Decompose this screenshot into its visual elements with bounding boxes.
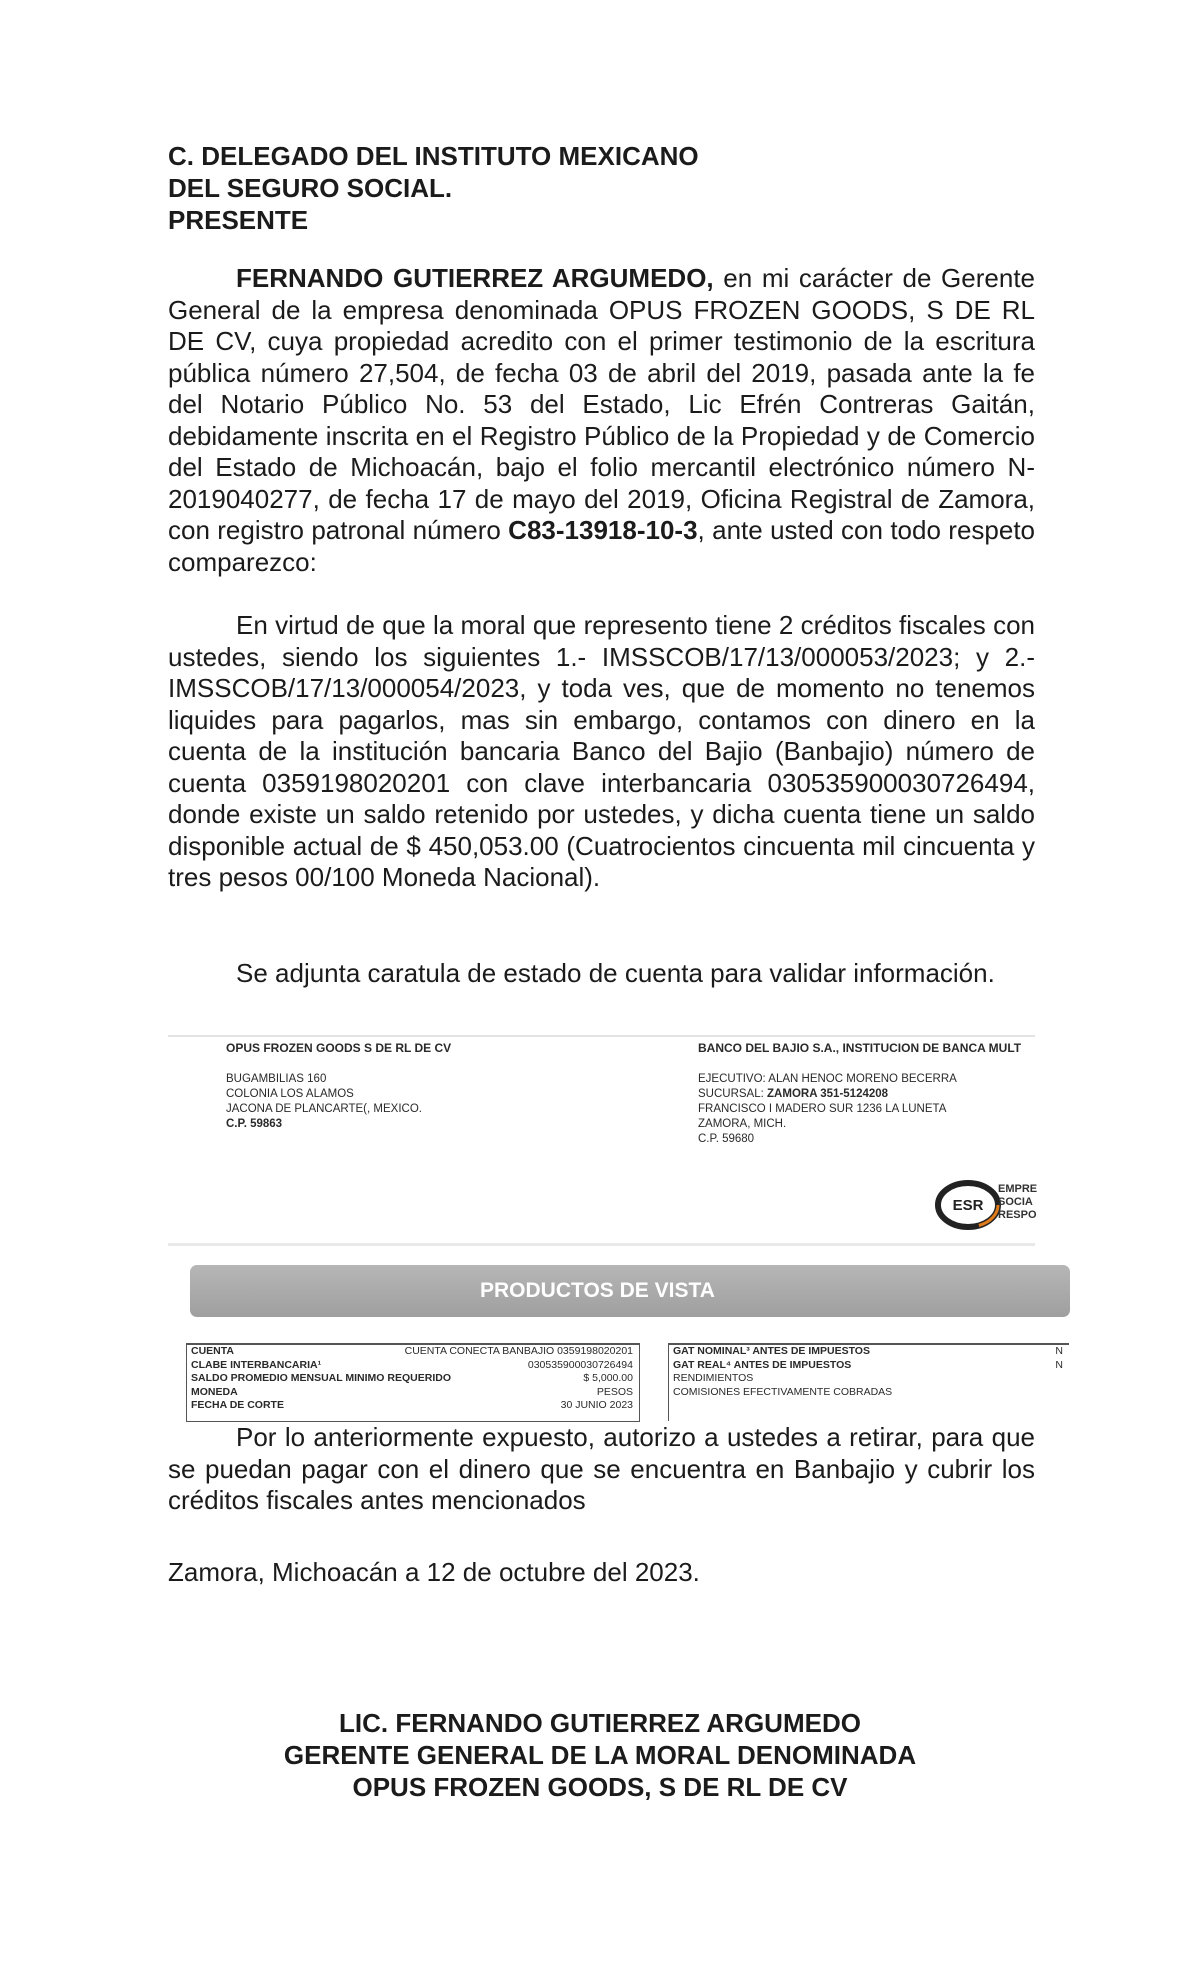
gat-row-label: COMISIONES EFECTIVAMENTE COBRADAS xyxy=(673,1385,893,1398)
gat-row-value: N xyxy=(1055,1345,1063,1357)
account-row-label: MONEDA xyxy=(191,1385,238,1398)
esr-logo-text: ESR xyxy=(952,1197,984,1214)
credits-paragraph: En virtud de que la moral que represento tiene 2 créditos fiscales con ustedes, siendo los siguientes 1.- IMSSCOB/17/13/000053/2023; y 2.- IMSSCOB/17/13/000054/2023, y toda ves, que de momento no tenemos liquides para pagarlos, mas sin embargo, contamos con dinero en la cuenta de la institución bancaria Banco del Bajio (Banbajio) número de cuenta 0359198020201 con clave interbancaria 030535900030726494, donde existe un saldo retenido por ustedes, y dicha cuenta tiene un saldo disponible actual de $ 450,053.00 (Cuatrocientos cincuenta mil cincuenta y tres pesos 00/100 Moneda Nacional). xyxy=(168,610,1035,892)
esr-word: RESPO xyxy=(998,1209,1037,1221)
esr-word: EMPRE xyxy=(998,1183,1038,1195)
statement-top-rule xyxy=(168,1035,1035,1037)
ejecutivo-line: EJECUTIVO: ALAN HENOC MORENO BECERRA xyxy=(698,1073,957,1085)
place-date: Zamora, Michoacán a 12 de octubre del 2023. xyxy=(168,1557,700,1587)
signature-line-2: GERENTE GENERAL DE LA MORAL DENOMINADA xyxy=(283,1740,917,1770)
esr-words xyxy=(998,1183,1037,1222)
gat-row-label: GAT REAL⁴ ANTES DE IMPUESTOS xyxy=(673,1358,852,1371)
sucursal-value: ZAMORA 351-5124208 xyxy=(767,1088,889,1100)
account-row-value: PESOS xyxy=(596,1385,633,1398)
signature-line-3: OPUS FROZEN GOODS, S DE RL DE CV xyxy=(352,1772,848,1802)
client-address-line: BUGAMBILIAS 160 xyxy=(226,1073,327,1085)
client-address-line: C.P. 59863 xyxy=(226,1118,283,1130)
account-table xyxy=(186,1343,640,1422)
esr-word: SOCIA xyxy=(998,1196,1033,1208)
addressee-block xyxy=(168,140,699,236)
account-row-label: FECHA DE CORTE xyxy=(191,1399,284,1411)
account-row xyxy=(187,1399,639,1413)
products-banner-label: PRODUCTOS DE VISTA xyxy=(480,1279,715,1302)
gat-table xyxy=(668,1343,1069,1421)
signature-block xyxy=(0,1707,1200,1803)
addressee-line-2: DEL SEGURO SOCIAL. xyxy=(168,173,453,203)
addressee-line-3: PRESENTE xyxy=(168,205,309,235)
signature-line-1: LIC. FERNANDO GUTIERREZ ARGUMEDO xyxy=(339,1708,861,1738)
gat-row-value: N xyxy=(1055,1358,1063,1371)
account-row-label: CUENTA xyxy=(191,1345,234,1357)
sucursal-label: SUCURSAL: xyxy=(698,1088,768,1100)
registro-patronal: C83-13918-10-3 xyxy=(508,515,698,545)
attachment-paragraph: Se adjunta caratula de estado de cuenta para validar información. xyxy=(236,958,995,988)
gat-row xyxy=(669,1372,1069,1386)
account-row-value: 030535900030726494 xyxy=(527,1358,633,1371)
intro-text-b: , ante usted con todo respeto comparezco: xyxy=(168,515,1036,577)
gat-row xyxy=(669,1386,1069,1400)
gat-row-label: RENDIMIENTOS xyxy=(673,1372,754,1384)
account-row-value: 30 JUNIO 2023 xyxy=(560,1399,633,1411)
gat-row-label: GAT NOMINAL³ ANTES DE IMPUESTOS xyxy=(673,1345,870,1357)
account-row xyxy=(187,1345,639,1359)
account-row-label: CLABE INTERBANCARIA¹ xyxy=(191,1358,322,1371)
client-name: OPUS FROZEN GOODS S DE RL DE CV xyxy=(226,1041,452,1055)
bank-block xyxy=(698,1041,1021,1147)
account-row xyxy=(187,1372,639,1386)
account-row-label: SALDO PROMEDIO MENSUAL MINIMO REQUERIDO xyxy=(191,1372,451,1384)
bank-address-line: FRANCISCO I MADERO SUR 1236 LA LUNETA xyxy=(698,1103,947,1115)
account-row-value: CUENTA CONECTA BANBAJIO 0359198020201 xyxy=(404,1345,633,1357)
account-row xyxy=(187,1386,639,1400)
gat-row xyxy=(669,1359,1069,1373)
bank-address-line: C.P. 59680 xyxy=(698,1133,755,1145)
authorization-paragraph: Por lo anteriormente expuesto, autorizo a ustedes a retirar, para que se puedan pagar con el dinero que se encuentra en Banbajio y cubrir los créditos fiscales antes mencionados xyxy=(168,1422,1035,1515)
intro-text-a: en mi carácter de Gerente General de la empresa denominada OPUS FROZEN GOODS, S DE RL DE CV, cuya propiedad acredito con el primer testimonio de la escritura pública número 27,504, de fecha 03 de abril del 2019, pasada ante la fe del Notario Público No. 53 del Estado, Lic Efrén Contreras Gaitán, debidamente inscrita en el Registro Público de la Propiedad y de Comercio del Estado de Michoacán, bajo el folio mercantil electrónico número N-2019040277, de fecha 17 de mayo del 2019, Oficina Registral de Zamora, con registro patronal número xyxy=(168,263,1036,545)
bank-address-line: ZAMORA, MICH. xyxy=(698,1118,787,1130)
account-row-value: $ 5,000.00 xyxy=(583,1372,633,1384)
intro-paragraph xyxy=(168,263,1035,578)
bank-address xyxy=(698,1072,1021,1147)
bank-name: BANCO DEL BAJIO S.A., INSTITUCION DE BANCA MULT xyxy=(698,1041,1022,1055)
gat-row xyxy=(669,1345,1069,1359)
client-address xyxy=(226,1072,451,1132)
bank-statement-image xyxy=(168,1035,1063,1426)
signer-name: FERNANDO GUTIERREZ ARGUMEDO, xyxy=(236,263,714,293)
client-block xyxy=(226,1041,451,1132)
sucursal-line xyxy=(698,1087,1021,1102)
statement-gray-rule xyxy=(168,1243,1035,1246)
addressee-line-1: C. DELEGADO DEL INSTITUTO MEXICANO xyxy=(168,141,699,171)
client-address-line: JACONA DE PLANCARTE(, MEXICO. xyxy=(226,1103,422,1115)
account-row xyxy=(187,1359,639,1373)
products-banner xyxy=(190,1265,1070,1317)
client-address-line: COLONIA LOS ALAMOS xyxy=(226,1088,354,1100)
